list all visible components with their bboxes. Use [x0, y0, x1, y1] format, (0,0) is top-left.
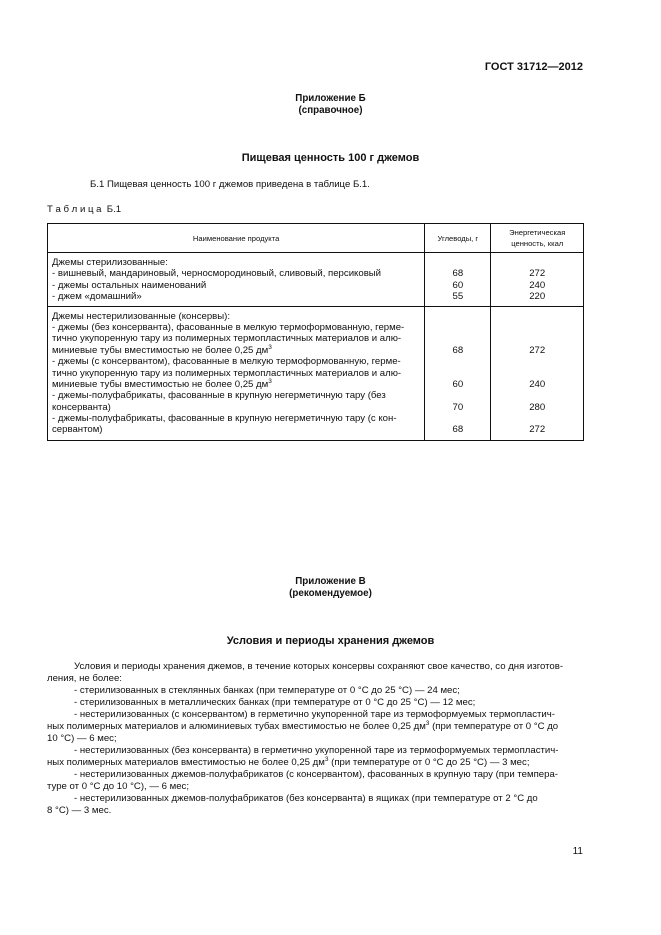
storage-intro-line1: Условия и периоды хранения джемов, в течение которых консервы сохраняют свое качество, со дня изготов- — [74, 661, 564, 672]
storage-item-6-line2: 8 °С) — 3 мес. — [47, 805, 112, 816]
storage-item-3-line2: ных полимерных материалов и алюминиевых тубах вместимостью не более 0,25 дм — [47, 721, 426, 732]
table-row — [48, 306, 584, 440]
storage-item-3-line1: - нестерилизованных (с консервантом) в герметично укупоренной таре из термоформуемых термопластич- — [74, 709, 555, 720]
row-text: тично укупоренную тару из полимерных термопластичных материалов и алю- — [52, 367, 402, 379]
storage-item-2: - стерилизованных в металлических банках (при температуре от 0 °С до 25 °С) — 12 мес; — [74, 697, 476, 708]
superscript: 3 — [268, 343, 272, 351]
row-text: - вишневый, мандариновый, черносмородиновый, сливовый, персиковый — [52, 268, 382, 280]
table-header-row — [48, 224, 584, 253]
row-text: миниевые тубы вместимостью не более 0,25 дм — [52, 344, 269, 356]
row-text: - джемы (с консервантом), фасованные в мелкую термоформованную, герме- — [52, 356, 401, 368]
carbs-value: 60 — [452, 279, 464, 291]
carbs-value: 68 — [452, 268, 464, 280]
appendix-v-title: Приложение В — [295, 576, 366, 587]
storage-item-4-line1: - нестерилизованных (без консерванта) в герметично укупоренной таре из термоформуемых термопластич- — [74, 745, 559, 756]
carbs-value: 68 — [452, 344, 464, 356]
row-text: - джемы (без консерванта), фасованные в мелкую термоформованную, герме- — [52, 321, 405, 333]
storage-item-4-line2: ных полимерных материалов вместимостью не более 0,25 дм — [47, 757, 325, 768]
table-row — [48, 253, 584, 307]
row-text: консерванта) — [52, 401, 111, 413]
header-energy: Энергетическая ценность, ккал — [491, 224, 584, 253]
carbs-value: 60 — [452, 378, 464, 390]
carbs-value: 55 — [452, 291, 464, 303]
row-text: миниевые тубы вместимостью не более 0,25 дм — [52, 378, 269, 390]
storage-item-6-line1: - нестерилизованных джемов-полуфабрикатов (без консерванта) в ящиках (при температуре от 2 °С до — [74, 793, 538, 804]
superscript: 3 — [268, 377, 272, 385]
storage-item-5-line2: туре от 0 °С до 10 °С), — 6 мес; — [47, 781, 190, 792]
appendix-b-kind: (справочное) — [298, 105, 363, 116]
appendix-v-kind: (рекомендуемое) — [289, 588, 372, 599]
row-text: Джемы стерилизованные: — [52, 257, 168, 268]
row-text: - джемы-полуфабрикаты, фасованные в крупную негерметичную тару (без — [52, 390, 386, 402]
storage-intro-line2: ления, не более: — [47, 673, 122, 684]
carbs-value: 70 — [452, 401, 464, 413]
energy-value: 272 — [529, 424, 546, 436]
energy-value: 240 — [529, 378, 546, 390]
appendix-b-section-title: Пищевая ценность 100 г джемов — [241, 152, 420, 164]
row-text: Джемы нестерилизованные (консервы): — [52, 310, 231, 322]
nutrition-table — [47, 223, 584, 441]
energy-value: 240 — [529, 279, 546, 291]
page-number: 11 — [572, 846, 583, 857]
document-code: ГОСТ 31712—2012 — [484, 61, 583, 73]
appendix-b-intro: Б.1 Пищевая ценность 100 г джемов приведена в таблице Б.1. — [90, 179, 370, 190]
energy-value: 272 — [529, 344, 546, 356]
row-text: - джемы-полуфабрикаты, фасованные в крупную негерметичную тару (с кон- — [52, 413, 397, 425]
row-text: - джем «домашний» — [52, 291, 142, 303]
storage-item-5-line1: - нестерилизованных джемов-полуфабрикатов (с консервантом), фасованных в крупную тару (при темпера- — [74, 769, 558, 780]
header-carbs: Углеводы, г — [425, 224, 491, 253]
row-text: тично укупоренную тару из полимерных термопластичных материалов и алю- — [52, 333, 402, 345]
row-text: - джемы остальных наименований — [52, 279, 207, 291]
storage-item-3-line2b: (при температуре от 0 °С до — [429, 721, 559, 732]
superscript: 3 — [425, 720, 430, 727]
header-product-name: Наименование продукта — [48, 224, 425, 253]
carbs-value: 68 — [452, 424, 464, 436]
energy-value: 220 — [529, 291, 546, 303]
superscript: 3 — [324, 756, 329, 763]
appendix-b-title: Приложение Б — [295, 93, 366, 104]
storage-item-4-line2b: (при температуре от 0 °С до 25 °С) — 3 мес; — [328, 757, 530, 768]
energy-value: 272 — [529, 268, 546, 280]
appendix-v-section-title: Условия и периоды хранения джемов — [226, 635, 435, 647]
energy-value: 280 — [529, 401, 546, 413]
storage-item-3-line3: 10 °С) — 6 мес; — [47, 733, 117, 744]
storage-item-1: - стерилизованных в стеклянных банках (при температуре от 0 °С до 25 °С) — 24 мес; — [74, 685, 460, 696]
row-text: сервантом) — [52, 424, 103, 436]
table-caption: Т а б л и ц а Б.1 — [47, 204, 122, 215]
